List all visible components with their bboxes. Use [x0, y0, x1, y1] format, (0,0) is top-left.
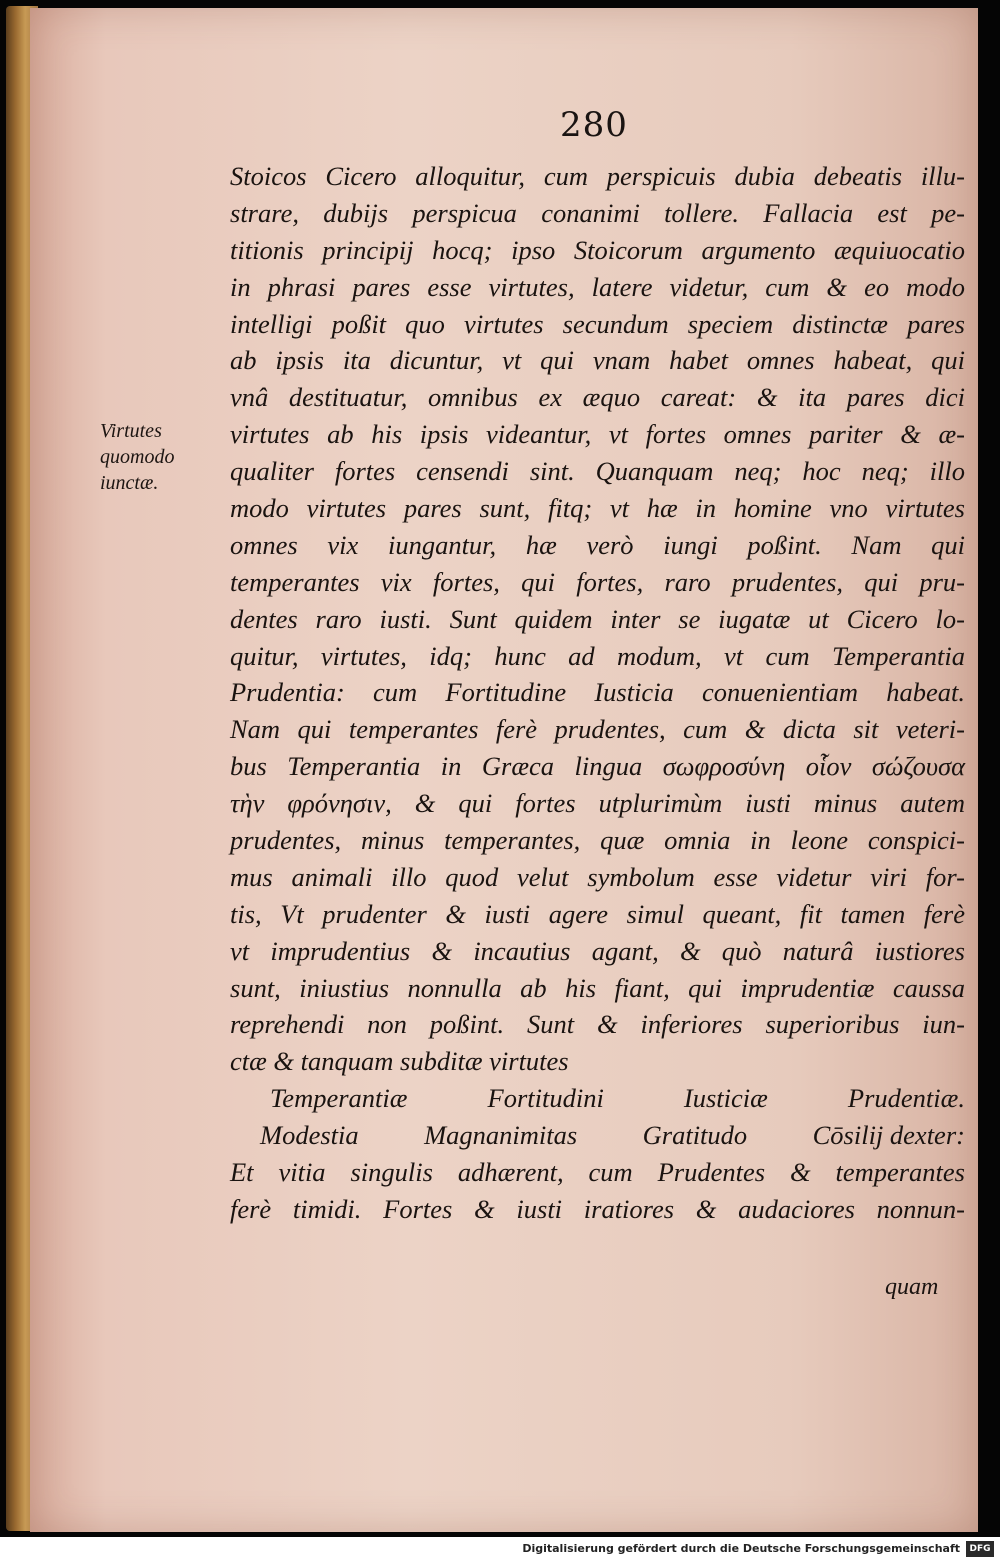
funding-notice: Digitalisierung gefördert durch die Deutsche Forschungsgemeinschaft — [522, 1542, 960, 1555]
text-line: tis, Vt prudenter & iusti agere simul queant, fit tamen ferè — [230, 898, 965, 929]
margin-note — [100, 418, 210, 496]
text-line: prudentes, minus temperantes, quæ omnia in leone conspici- — [230, 825, 965, 856]
subvirtues-row — [230, 1117, 965, 1154]
body-text — [230, 158, 965, 1228]
text-line: modo virtutes pares sunt, fitq; vt hæ in homine vno virtutes — [230, 493, 965, 524]
text-line: vt imprudentius & incautius agant, & quò naturâ iustiores — [230, 935, 965, 966]
text-line: dentes raro iusti. Sunt quidem inter se iugatæ ut Cicero lo- — [230, 603, 965, 634]
text-line: mus animali illo quod velut symbolum esse videtur viri for- — [230, 861, 965, 892]
text-line: qualiter fortes censendi sint. Quanquam neq; hoc neq; illo — [230, 456, 965, 487]
text-line: Prudentia: cum Fortitudine Iusticia conuenientiam habeat. — [230, 677, 965, 708]
virtue-label: Prudentiæ. — [847, 1083, 965, 1114]
text-line: reprehendi non poßint. Sunt & inferiores superioribus iun- — [230, 1009, 965, 1040]
text-line: Et vitia singulis adhærent, cum Prudentes & temperantes — [230, 1157, 965, 1188]
margin-note-line: Virtutes — [100, 420, 162, 442]
virtue-label: Iusticiæ — [683, 1083, 768, 1114]
text-line: temperantes vix fortes, qui fortes, raro prudentes, qui pru- — [230, 566, 965, 597]
text-line: vnâ destituatur, omnibus ex æquo careat: & ita pares dici — [230, 382, 965, 413]
dfg-logo: DFG — [966, 1541, 994, 1557]
text-line: omnes vix iungantur, hæ verò iungi poßint. Nam qui — [230, 529, 965, 560]
virtue-label: Temperantiæ — [270, 1083, 408, 1114]
text-line: ab ipsis ita dicuntur, vt qui vnam habet omnes habeat, qui — [230, 345, 965, 376]
subvirtue-label: Cōsilij dexter: — [812, 1120, 965, 1151]
text-line: titionis principij hocq; ipso Stoicorum argumento æquiuocatio — [230, 234, 965, 265]
text-line: in phrasi pares esse virtutes, latere videtur, cum & eo modo — [230, 271, 965, 302]
text-line: ferè timidi. Fortes & iusti iratiores & audaciores nonnun- — [230, 1193, 965, 1224]
text-line: Nam qui temperantes ferè prudentes, cum & dicta sit veteri- — [230, 714, 965, 745]
subvirtue-label: Gratitudo — [642, 1120, 748, 1151]
text-line: intelligi poßit quo virtutes secundum speciem distinctæ pares — [230, 308, 965, 339]
text-line: virtutes ab his ipsis videantur, vt fortes omnes pariter & æ- — [230, 419, 965, 450]
virtue-label: Fortitudini — [487, 1083, 604, 1114]
virtues-row — [230, 1080, 965, 1117]
footer-bar — [0, 1537, 1000, 1562]
margin-note-line: iunctæ. — [100, 472, 159, 494]
subvirtue-label: Magnanimitas — [424, 1120, 578, 1151]
text-line: bus Temperantia in Græca lingua σωφροσύνη οἷον σώζουσα — [230, 751, 965, 782]
text-line: sunt, iniustius nonnulla ab his fiant, qui imprudentiæ caussa — [230, 972, 965, 1003]
text-line: ctæ & tanquam subditæ virtutes — [230, 1046, 569, 1077]
page-number: 280 — [560, 105, 628, 145]
text-line: strare, dubijs perspicua conanimi tollere. Fallacia est pe- — [230, 197, 965, 228]
margin-note-line: quomodo — [100, 446, 175, 468]
subvirtue-label: Modestia — [260, 1120, 359, 1151]
catchword: quam — [885, 1274, 939, 1300]
text-line: Stoicos Cicero alloquitur, cum perspicuis dubia debeatis illu- — [230, 161, 965, 191]
text-line: quitur, virtutes, idq; hunc ad modum, vt cum Temperantia — [230, 640, 965, 671]
text-line: τὴν φρόνησιν, & qui fortes utplurimùm iusti minus autem — [230, 788, 965, 819]
